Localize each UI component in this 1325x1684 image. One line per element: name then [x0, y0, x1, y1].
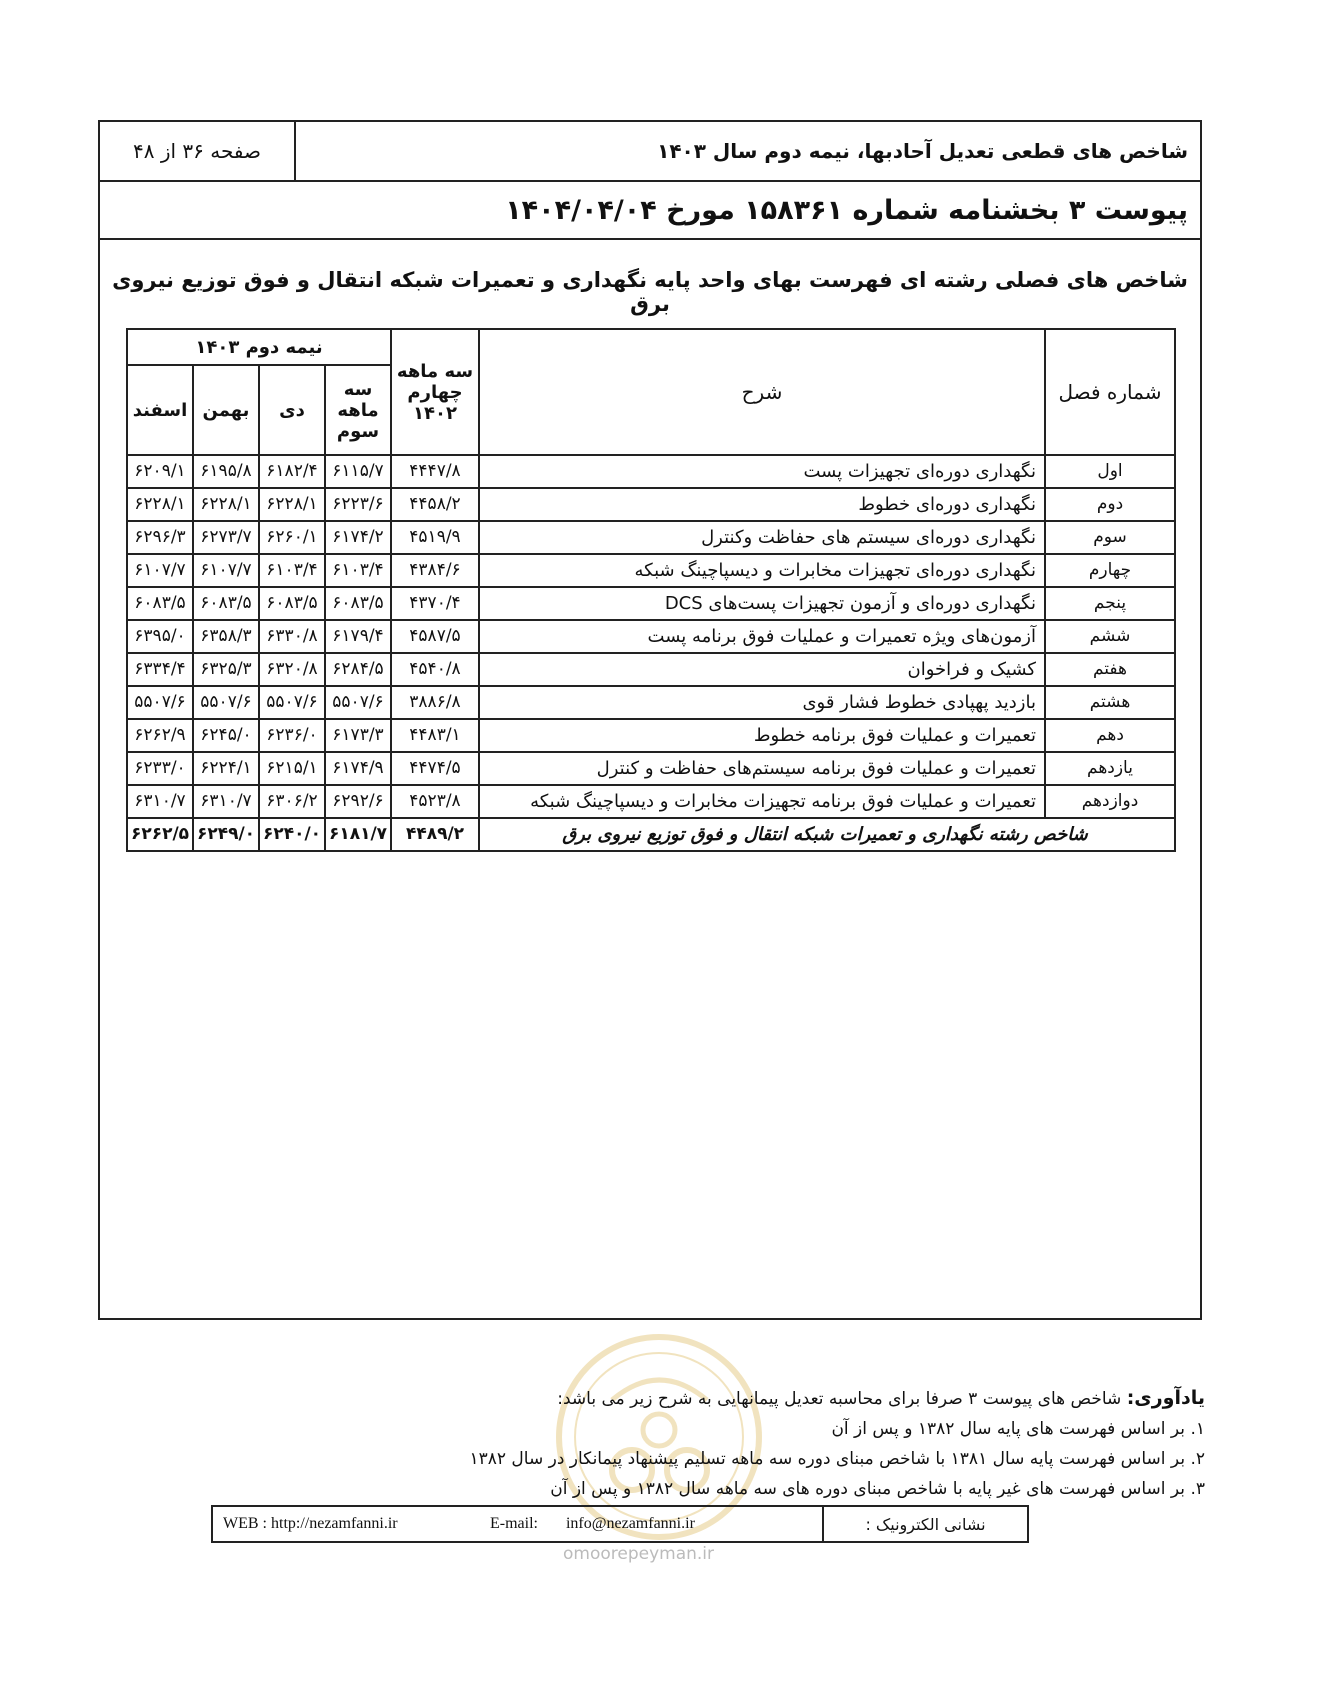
cell-chapter: دوازدهم	[1045, 785, 1175, 818]
cell-esfand: ۶۲۲۸/۱	[127, 488, 193, 521]
cell-bahman: ۶۲۴۵/۰	[193, 719, 259, 752]
cell-bahman: ۶۳۲۵/۳	[193, 653, 259, 686]
notes-lead-text: شاخص های پیوست ۳ صرفا برای محاسبه تعدیل پیمانهایی به شرح زیر می باشد:	[557, 1389, 1127, 1409]
cell-dey: ۶۲۳۶/۰	[259, 719, 325, 752]
cell-dey: ۶۳۲۰/۸	[259, 653, 325, 686]
cell-esfand: ۶۰۸۳/۵	[127, 587, 193, 620]
cell-q4-1402: ۳۸۸۶/۸	[391, 686, 479, 719]
table-row	[127, 587, 1175, 620]
table-row	[127, 653, 1175, 686]
table-row-total	[127, 818, 1175, 851]
cell-q3: ۶۱۷۴/۹	[325, 752, 391, 785]
cell-esfand: ۶۲۳۳/۰	[127, 752, 193, 785]
cell-bahman: ۶۳۱۰/۷	[193, 785, 259, 818]
page-number: صفحه ۳۶ از ۴۸	[100, 122, 296, 180]
cell-total-bahman: ۶۲۴۹/۰	[193, 818, 259, 851]
cell-esfand: ۶۳۱۰/۷	[127, 785, 193, 818]
cell-description: نگهداری دوره‌ای و آزمون تجهیزات پست‌های DCS	[479, 587, 1045, 620]
cell-dey: ۶۲۱۵/۱	[259, 752, 325, 785]
header-row	[100, 122, 1200, 182]
cell-bahman: ۶۲۷۳/۷	[193, 521, 259, 554]
header-esfand: اسفند	[127, 365, 193, 455]
cell-q3: ۶۲۹۲/۶	[325, 785, 391, 818]
cell-chapter: دوم	[1045, 488, 1175, 521]
header-q4-1402: سه ماهه چهارم ۱۴۰۲	[391, 329, 479, 455]
cell-description: آزمون‌های ویژه تعمیرات و عملیات فوق برنامه پست	[479, 620, 1045, 653]
cell-esfand: ۶۲۹۶/۳	[127, 521, 193, 554]
index-table	[126, 328, 1176, 852]
cell-bahman: ۶۳۵۸/۳	[193, 620, 259, 653]
cell-dey: ۶۰۸۳/۵	[259, 587, 325, 620]
cell-esfand: ۶۲۰۹/۱	[127, 455, 193, 488]
footer-email-label: E-mail:	[490, 1515, 538, 1532]
main-frame	[98, 120, 1202, 1320]
cell-q3: ۶۲۸۴/۵	[325, 653, 391, 686]
cell-q3: ۶۱۷۴/۲	[325, 521, 391, 554]
cell-dey: ۶۲۲۸/۱	[259, 488, 325, 521]
header-title: شاخص های قطعی تعدیل آحادبها، نیمه دوم سال ۱۴۰۳	[657, 139, 1188, 163]
cell-q4-1402: ۴۴۸۳/۱	[391, 719, 479, 752]
cell-q3: ۶۱۰۳/۴	[325, 554, 391, 587]
table-row	[127, 554, 1175, 587]
table-row	[127, 686, 1175, 719]
cell-q3: ۶۱۷۳/۳	[325, 719, 391, 752]
cell-bahman: ۶۲۲۸/۱	[193, 488, 259, 521]
footer-email	[490, 1507, 695, 1541]
cell-description: نگهداری دوره‌ای تجهیزات مخابرات و دیسپاچینگ شبکه	[479, 554, 1045, 587]
cell-q4-1402: ۴۳۷۰/۴	[391, 587, 479, 620]
cell-chapter: یازدهم	[1045, 752, 1175, 785]
cell-bahman: ۶۱۰۷/۷	[193, 554, 259, 587]
cell-description: تعمیرات و عملیات فوق برنامه تجهیزات مخابرات و دیسپاچینگ شبکه	[479, 785, 1045, 818]
cell-chapter: هشتم	[1045, 686, 1175, 719]
cell-dey: ۶۳۳۰/۸	[259, 620, 325, 653]
cell-total-description: شاخص رشته نگهداری و تعمیرات شبکه انتقال و فوق توزیع نیروی برق	[479, 818, 1175, 851]
cell-total-q3: ۶۱۸۱/۷	[325, 818, 391, 851]
annex-title: پیوست ۳ بخشنامه شماره ۱۵۸۳۶۱ مورخ ۱۴۰۴/۰۴/۰۴	[505, 194, 1188, 226]
cell-esfand: ۶۳۳۴/۴	[127, 653, 193, 686]
cell-q3: ۶۰۸۳/۵	[325, 587, 391, 620]
header-dey: دی	[259, 365, 325, 455]
cell-chapter: چهارم	[1045, 554, 1175, 587]
cell-dey: ۶۱۰۳/۴	[259, 554, 325, 587]
cell-bahman: ۶۲۲۴/۱	[193, 752, 259, 785]
table-row	[127, 521, 1175, 554]
table-row	[127, 785, 1175, 818]
footer-label: نشانی الکترونیک :	[822, 1507, 1027, 1541]
cell-chapter: پنجم	[1045, 587, 1175, 620]
cell-chapter: دهم	[1045, 719, 1175, 752]
cell-esfand: ۶۳۹۵/۰	[127, 620, 193, 653]
cell-esfand: ۵۵۰۷/۶	[127, 686, 193, 719]
table-row	[127, 719, 1175, 752]
cell-chapter: ششم	[1045, 620, 1175, 653]
notes-lead-bold: یادآوری:	[1126, 1387, 1205, 1409]
header-description: شرح	[479, 329, 1045, 455]
cell-q3: ۶۲۲۳/۶	[325, 488, 391, 521]
table-row	[127, 620, 1175, 653]
cell-dey: ۵۵۰۷/۶	[259, 686, 325, 719]
cell-total-dey: ۶۲۴۰/۰	[259, 818, 325, 851]
table-row	[127, 752, 1175, 785]
header-chapter: شماره فصل	[1045, 329, 1175, 455]
cell-chapter: هفتم	[1045, 653, 1175, 686]
cell-chapter: سوم	[1045, 521, 1175, 554]
cell-total-esfand: ۶۲۶۲/۵	[127, 818, 193, 851]
cell-total-q4: ۴۴۸۹/۲	[391, 818, 479, 851]
cell-description: تعمیرات و عملیات فوق برنامه سیستم‌های حفاظت و کنترل	[479, 752, 1045, 785]
cell-bahman: ۶۰۸۳/۵	[193, 587, 259, 620]
footer-box	[211, 1505, 1029, 1543]
cell-q4-1402: ۴۵۴۰/۸	[391, 653, 479, 686]
cell-description: نگهداری دوره‌ای تجهیزات پست	[479, 455, 1045, 488]
table-row	[127, 455, 1175, 488]
cell-q4-1402: ۴۵۲۳/۸	[391, 785, 479, 818]
table-title: شاخص های فصلی رشته ای فهرست بهای واحد پایه نگهداری و تعمیرات شبکه انتقال و فوق توزیع نیروی برق	[112, 268, 1188, 316]
annex-row	[100, 182, 1200, 240]
cell-description: نگهداری دوره‌ای خطوط	[479, 488, 1045, 521]
cell-q4-1402: ۴۴۴۷/۸	[391, 455, 479, 488]
note-item-2: ۲. بر اساس فهرست پایه سال ۱۳۸۱ با شاخص مبنای دوره سه ماهه تسلیم پیشنهاد پیمانکار در سال ۱۳۸۲	[469, 1449, 1205, 1469]
cell-dey: ۶۲۶۰/۱	[259, 521, 325, 554]
cell-esfand: ۶۲۶۲/۹	[127, 719, 193, 752]
header-bahman: بهمن	[193, 365, 259, 455]
footer-web-link[interactable]: WEB : http://nezamfanni.ir	[223, 1515, 398, 1532]
cell-dey: ۶۳۰۶/۲	[259, 785, 325, 818]
cell-description: نگهداری دوره‌ای سیستم های حفاظت وکنترل	[479, 521, 1045, 554]
cell-description: بازدید پهپادی خطوط فشار قوی	[479, 686, 1045, 719]
cell-bahman: ۵۵۰۷/۶	[193, 686, 259, 719]
cell-q4-1402: ۴۵۸۷/۵	[391, 620, 479, 653]
cell-q4-1402: ۴۴۷۴/۵	[391, 752, 479, 785]
cell-chapter: اول	[1045, 455, 1175, 488]
note-item-3: ۳. بر اساس فهرست های غیر پایه با شاخص مبنای دوره های سه ماهه سال ۱۳۸۲ و پس از آن	[550, 1479, 1205, 1499]
cell-dey: ۶۱۸۲/۴	[259, 455, 325, 488]
cell-q4-1402: ۴۵۱۹/۹	[391, 521, 479, 554]
notes-lead	[155, 1383, 1205, 1414]
header-q3: سه ماهه سوم	[325, 365, 391, 455]
notes-section	[155, 1383, 1205, 1504]
cell-q3: ۶۱۱۵/۷	[325, 455, 391, 488]
header-h2-1403: نیمه دوم ۱۴۰۳	[127, 329, 391, 365]
cell-description: کشیک و فراخوان	[479, 653, 1045, 686]
cell-bahman: ۶۱۹۵/۸	[193, 455, 259, 488]
cell-q4-1402: ۴۳۸۴/۶	[391, 554, 479, 587]
watermark-site: omoorepeyman.ir	[563, 1544, 715, 1564]
footer-email-link[interactable]: info@nezamfanni.ir	[565, 1515, 695, 1532]
cell-q3: ۶۱۷۹/۴	[325, 620, 391, 653]
cell-esfand: ۶۱۰۷/۷	[127, 554, 193, 587]
cell-description: تعمیرات و عملیات فوق برنامه خطوط	[479, 719, 1045, 752]
table-row	[127, 488, 1175, 521]
cell-q4-1402: ۴۴۵۸/۲	[391, 488, 479, 521]
note-item-1: ۱. بر اساس فهرست های پایه سال ۱۳۸۲ و پس از آن	[831, 1419, 1205, 1439]
cell-q3: ۵۵۰۷/۶	[325, 686, 391, 719]
